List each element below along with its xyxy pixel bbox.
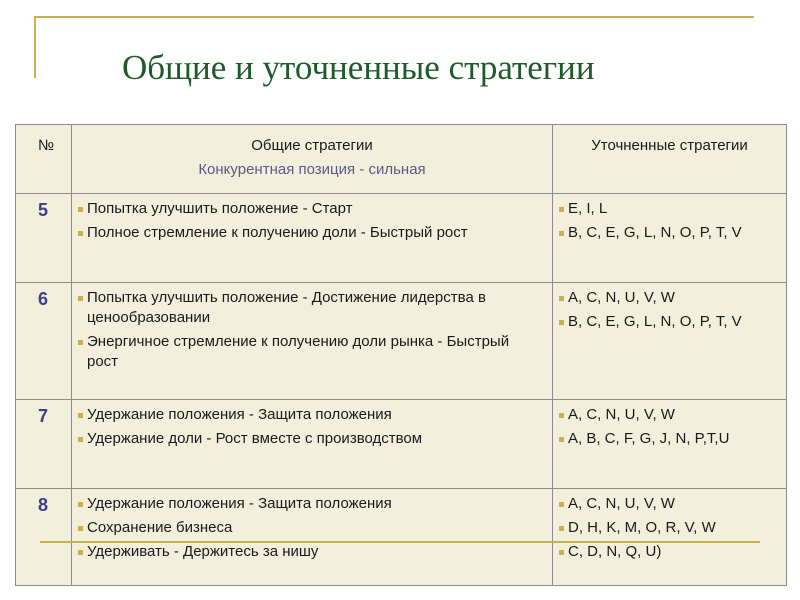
list-item: Удерживать - Держитесь за нишу [78, 542, 544, 562]
table-header-row [16, 125, 787, 194]
list-item: Удержание положения - Защита положения [78, 405, 544, 425]
row-number: 6 [16, 283, 72, 400]
list-item: C, D, N, Q, U) [559, 542, 778, 562]
list-item: Удержание доли - Рост вместе с производством [78, 429, 544, 449]
list-item: Попытка улучшить положение - Старт [78, 199, 544, 219]
list-item: Полное стремление к получению доли - Быстрый рост [78, 223, 544, 243]
table-row [16, 489, 787, 586]
list-item: A, C, N, U, V, W [559, 288, 778, 308]
list-item: Попытка улучшить положение - Достижение лидерства в ценообразовании [78, 288, 544, 328]
list-item: B, C, E, G, L, N, O, P, T, V [559, 312, 778, 332]
row-number: 7 [16, 400, 72, 489]
header-refined-strategies: Уточненные стратегии [553, 125, 787, 194]
general-strategies-cell [72, 489, 553, 586]
list-item: Сохранение бизнеса [78, 518, 544, 538]
list-item: Энергичное стремление к получению доли рынка - Быстрый рост [78, 332, 544, 372]
table-row [16, 283, 787, 400]
decorative-top-rule [34, 16, 754, 18]
slide-title: Общие и уточненные стратегии [122, 48, 595, 87]
table-row [16, 400, 787, 489]
general-strategies-cell [72, 194, 553, 283]
list-item: A, C, N, U, V, W [559, 405, 778, 425]
strategies-table [15, 124, 787, 586]
list-item: D, H, K, M, O, R, V, W [559, 518, 778, 538]
refined-strategies-cell [553, 194, 787, 283]
row-number: 5 [16, 194, 72, 283]
general-strategies-cell [72, 400, 553, 489]
refined-strategies-cell [553, 283, 787, 400]
list-item: B, C, E, G, L, N, O, P, T, V [559, 223, 778, 243]
header-competitive-position: Конкурентная позиция - сильная [198, 161, 426, 178]
list-item: A, C, N, U, V, W [559, 494, 778, 514]
header-number: № [16, 125, 72, 194]
list-item: A, B, C, F, G, J, N, P,T,U [559, 429, 778, 449]
refined-strategies-cell [553, 489, 787, 586]
table-row [16, 194, 787, 283]
decorative-vertical-rule [34, 16, 36, 78]
header-general-strategies [72, 125, 553, 194]
header-general-label: Общие стратегии [251, 137, 373, 154]
decorative-bottom-rule [40, 541, 760, 543]
list-item: E, I, L [559, 199, 778, 219]
general-strategies-cell [72, 283, 553, 400]
list-item: Удержание положения - Защита положения [78, 494, 544, 514]
row-number: 8 [16, 489, 72, 586]
refined-strategies-cell [553, 400, 787, 489]
